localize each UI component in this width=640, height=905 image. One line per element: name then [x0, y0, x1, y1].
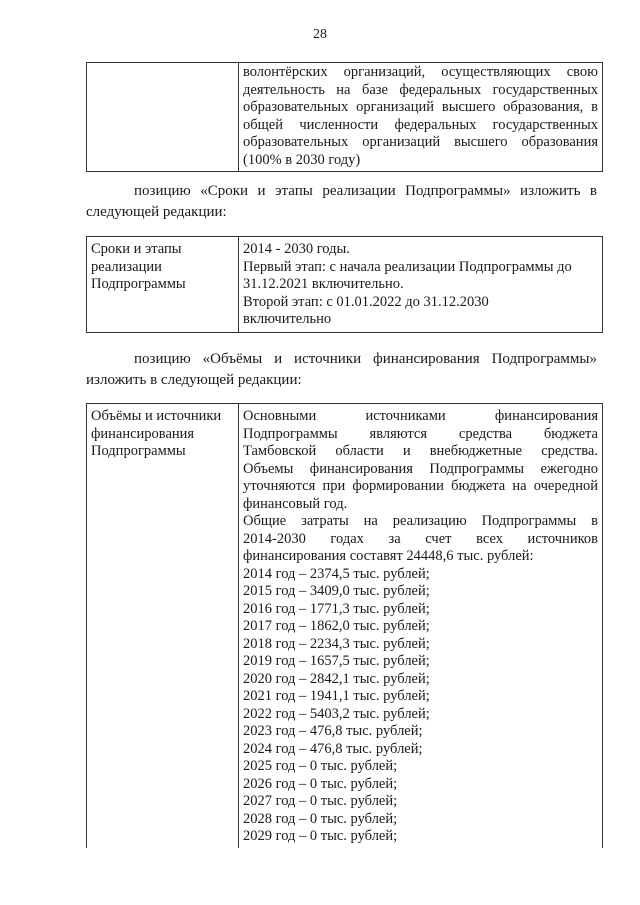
- table-row: [87, 237, 603, 333]
- text-line: Общие затраты на реализацию Подпрограммы в: [243, 513, 598, 529]
- text-line: (100% в 2030 году): [243, 151, 361, 168]
- text-line: 31.12.2021 включительно.: [243, 276, 404, 292]
- year-line: 2017 год – 1862,0 тыс. рублей;: [243, 618, 430, 634]
- year-line: 2023 год – 476,8 тыс. рублей;: [243, 723, 423, 739]
- text-line: Второй этап: с 01.01.2022 до 31.12.2030: [243, 293, 489, 310]
- table-label-cell: Объёмы и источники финансирования Подпрограммы: [87, 404, 239, 848]
- year-line: 2020 год – 2842,1 тыс. рублей;: [243, 670, 430, 687]
- text-line: 2014-2030 годах за счет всех источников: [243, 530, 598, 547]
- text-line: финансовый год.: [243, 495, 348, 512]
- text-line: Первый этап: с начала реализации Подпрограммы до: [243, 258, 572, 275]
- text-line: Тамбовской области и внебюджетные средства.: [243, 443, 598, 459]
- table-label-cell: Сроки и этапы реализации Подпрограммы: [87, 237, 239, 333]
- year-line: 2016 год – 1771,3 тыс. рублей;: [243, 600, 430, 617]
- year-line: 2015 год – 3409,0 тыс. рублей;: [243, 583, 430, 599]
- table-row: [87, 404, 603, 848]
- year-line: 2025 год – 0 тыс. рублей;: [243, 758, 398, 774]
- text-line: включительно: [243, 311, 332, 327]
- text-line: финансирования составят 24448,6 тыс. рублей:: [243, 548, 534, 564]
- text-line: Объемы финансирования Подпрограммы ежегодно: [243, 460, 598, 477]
- text-line: общей численности федеральных государственных: [243, 116, 598, 133]
- text-line: 2014 - 2030 годы.: [243, 241, 350, 257]
- text-line: волонтёрских организаций, осуществляющих свою: [243, 64, 598, 80]
- year-line: 2021 год – 1941,1 тыс. рублей;: [243, 688, 430, 704]
- table-value-cell: [239, 237, 603, 333]
- text-line: образовательных организаций высшего образования: [243, 134, 598, 150]
- year-line: 2014 год – 2374,5 тыс. рублей;: [243, 565, 430, 582]
- text-line: уточняются при формировании бюджета на очередной: [243, 478, 598, 494]
- text-line: Основными источниками финансирования: [243, 408, 598, 424]
- table-cell-empty: [87, 63, 239, 172]
- table-row: [87, 63, 603, 172]
- paragraph-timing: позицию «Сроки и этапы реализации Подпрограммы» изложить в следующей редакции:: [86, 183, 597, 220]
- text-line: деятельность на базе федеральных государственных: [243, 81, 598, 98]
- table-continuation: [86, 62, 603, 172]
- year-line: 2019 год – 1657,5 тыс. рублей;: [243, 653, 430, 669]
- table-cell-continuation: [239, 63, 603, 172]
- year-line: 2026 год – 0 тыс. рублей;: [243, 775, 398, 792]
- page-number: 28: [313, 27, 327, 42]
- table-funding: [86, 403, 603, 848]
- text-line: образовательных организаций высшего образования, в: [243, 99, 598, 115]
- year-line: 2024 год – 476,8 тыс. рублей;: [243, 740, 423, 757]
- year-line: 2029 год – 0 тыс. рублей;: [243, 828, 398, 844]
- year-line: 2028 год – 0 тыс. рублей;: [243, 810, 398, 827]
- year-line: 2022 год – 5403,2 тыс. рублей;: [243, 705, 430, 722]
- year-line: 2027 год – 0 тыс. рублей;: [243, 793, 398, 809]
- table-timing: [86, 236, 603, 333]
- text-line: Подпрограммы являются средства бюджета: [243, 425, 598, 442]
- paragraph-funding: позицию «Объёмы и источники финансирования Подпрограммы» изложить в следующей редакции:: [86, 351, 597, 388]
- table-value-cell: [239, 404, 603, 848]
- year-line: 2018 год – 2234,3 тыс. рублей;: [243, 635, 430, 652]
